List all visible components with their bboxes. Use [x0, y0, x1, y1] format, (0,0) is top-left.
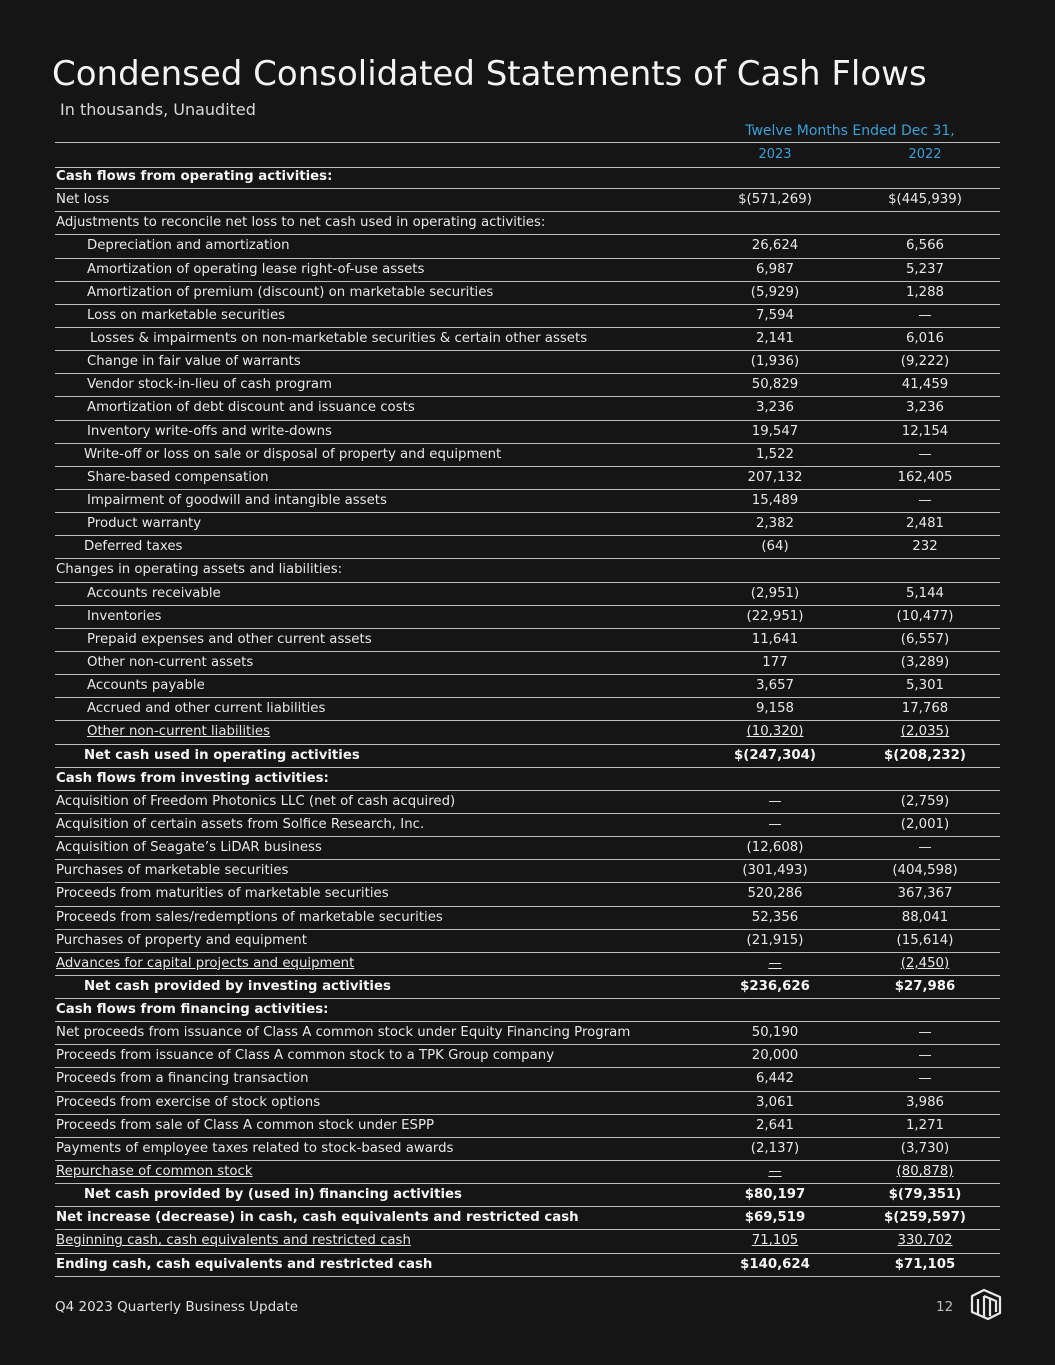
row-label: Proceeds from issuance of Class A common stock to a TPK Group company	[56, 1048, 555, 1064]
row-label: Amortization of premium (discount) on marketable securities	[87, 284, 494, 300]
table-row	[55, 1068, 1000, 1091]
value-2023: (5,929)	[750, 284, 800, 300]
row-label: Net cash provided by (used in) financing activities	[84, 1187, 462, 1203]
value-2023: 11,641	[751, 631, 799, 647]
table-row	[55, 305, 1000, 328]
value-2022: (2,001)	[900, 816, 950, 832]
row-label: Changes in operating assets and liabilities:	[56, 562, 343, 578]
value-2023: (301,493)	[742, 863, 808, 879]
value-2023: 50,190	[751, 1025, 799, 1041]
table-row	[55, 212, 1000, 235]
value-2023: —	[768, 1164, 782, 1180]
table-row	[55, 397, 1000, 420]
value-2023: —	[768, 955, 782, 971]
value-2022: 41,459	[901, 377, 949, 393]
table-row	[55, 166, 1000, 189]
table-row	[55, 860, 1000, 883]
value-2022: $(208,232)	[884, 747, 966, 763]
row-label: Net cash used in operating activities	[84, 747, 360, 763]
year-2023-header: 2023	[758, 147, 792, 162]
value-2022: —	[918, 840, 932, 856]
value-2023: $69,519	[744, 1210, 806, 1226]
row-label: Inventory write-offs and write-downs	[87, 423, 332, 439]
table-row	[55, 814, 1000, 837]
row-label: Amortization of operating lease right-of-use assets	[87, 261, 425, 277]
row-label: Cash flows from financing activities:	[56, 1002, 329, 1018]
row-label: Purchases of property and equipment	[56, 932, 307, 948]
row-label: Net loss	[56, 192, 110, 208]
table-row	[55, 1207, 1000, 1230]
table-row	[55, 1230, 1000, 1253]
value-2023: 1,522	[755, 446, 795, 462]
row-label: Change in fair value of warrants	[87, 354, 301, 370]
value-2022: 330,702	[897, 1233, 953, 1249]
table-row	[55, 374, 1000, 397]
row-label: Acquisition of Seagate’s LiDAR business	[56, 840, 322, 856]
value-2022: (10,477)	[896, 608, 954, 624]
row-label: Net proceeds from issuance of Class A common stock under Equity Financing Program	[56, 1025, 631, 1041]
row-label: Net increase (decrease) in cash, cash equivalents and restricted cash	[56, 1210, 579, 1226]
value-2023: 207,132	[747, 469, 803, 485]
period-header: Twelve Months Ended Dec 31,	[745, 123, 955, 139]
value-2023: (1,936)	[750, 354, 800, 370]
year-2022-header: 2022	[908, 147, 942, 162]
row-label: Advances for capital projects and equipment	[56, 955, 355, 971]
row-label: Proceeds from a financing transaction	[56, 1071, 309, 1087]
page-title: Condensed Consolidated Statements of Cash Flows	[52, 54, 927, 94]
row-label: Accrued and other current liabilities	[87, 701, 326, 717]
row-label: Deferred taxes	[84, 539, 183, 555]
table-row	[55, 536, 1000, 559]
table-row	[55, 675, 1000, 698]
value-2022: (2,450)	[900, 955, 950, 971]
value-2023: —	[768, 816, 782, 832]
table-row	[55, 189, 1000, 212]
table-row	[55, 652, 1000, 675]
row-label: Inventories	[87, 608, 162, 624]
table-row	[55, 976, 1000, 999]
value-2023: (21,915)	[746, 932, 804, 948]
value-2023: 7,594	[755, 307, 795, 323]
value-2022: $(259,597)	[884, 1210, 966, 1226]
value-2022: —	[918, 492, 932, 508]
footer-text: Q4 2023 Quarterly Business Update	[55, 1299, 299, 1315]
table-row	[55, 768, 1000, 791]
value-2023: 2,141	[755, 330, 795, 346]
value-2022: (404,598)	[892, 863, 958, 879]
value-2023: 3,657	[755, 678, 795, 694]
value-2022: 1,288	[905, 284, 945, 300]
value-2022: —	[918, 1071, 932, 1087]
value-2022: 1,271	[905, 1117, 945, 1133]
table-row	[55, 1161, 1000, 1184]
value-2022: (80,878)	[896, 1164, 954, 1180]
value-2022: (9,222)	[900, 354, 950, 370]
row-label: Impairment of goodwill and intangible assets	[87, 492, 387, 508]
table-row	[55, 1022, 1000, 1045]
value-2022: $(445,939)	[888, 192, 962, 208]
value-2023: $(247,304)	[734, 747, 816, 763]
value-2023: (2,137)	[750, 1140, 800, 1156]
value-2022: 17,768	[901, 701, 949, 717]
table-row	[55, 999, 1000, 1022]
value-2022: (3,730)	[900, 1140, 950, 1156]
row-label: Proceeds from sale of Class A common stock under ESPP	[56, 1117, 434, 1133]
value-2023: 6,442	[755, 1071, 795, 1087]
value-2022: (3,289)	[900, 654, 950, 670]
value-2023: 52,356	[751, 909, 799, 925]
row-label: Amortization of debt discount and issuance costs	[87, 400, 415, 416]
row-label: Cash flows from investing activities:	[56, 770, 329, 786]
table-row	[55, 629, 1000, 652]
row-label: Adjustments to reconcile net loss to net cash used in operating activities:	[56, 215, 546, 231]
table-row	[55, 1254, 1000, 1277]
row-label: Ending cash, cash equivalents and restricted cash	[56, 1256, 433, 1272]
table-row	[55, 467, 1000, 490]
value-2023: 19,547	[751, 423, 799, 439]
page-subtitle: In thousands, Unaudited	[60, 100, 256, 119]
value-2022: —	[918, 1025, 932, 1041]
row-label: Proceeds from exercise of stock options	[56, 1094, 321, 1110]
table-row	[55, 883, 1000, 906]
table-row	[55, 235, 1000, 258]
value-2022: —	[918, 446, 932, 462]
value-2022: 88,041	[901, 909, 949, 925]
value-2023: (22,951)	[746, 608, 804, 624]
table-row	[55, 907, 1000, 930]
company-logo-icon	[968, 1286, 1004, 1322]
table-row	[55, 282, 1000, 305]
value-2022: 2,481	[905, 516, 945, 532]
table-row	[55, 583, 1000, 606]
table-row	[55, 1184, 1000, 1207]
value-2022: 6,566	[905, 238, 945, 254]
row-label: Loss on marketable securities	[87, 307, 286, 323]
table-row	[55, 559, 1000, 582]
cash-flow-table	[55, 166, 1000, 1277]
value-2023: 26,624	[751, 238, 799, 254]
value-2023: 3,061	[755, 1094, 795, 1110]
value-2023: $80,197	[744, 1187, 806, 1203]
value-2023: 3,236	[755, 400, 795, 416]
row-label: Other non-current liabilities	[87, 724, 271, 740]
value-2022: 5,237	[905, 261, 945, 277]
row-label: Purchases of marketable securities	[56, 863, 289, 879]
value-2022: —	[918, 1048, 932, 1064]
value-2022: 232	[912, 539, 938, 555]
row-label: Repurchase of common stock	[56, 1164, 253, 1180]
value-2022: (2,759)	[900, 793, 950, 809]
value-2023: (12,608)	[746, 840, 804, 856]
table-row	[55, 698, 1000, 721]
value-2022: (15,614)	[896, 932, 954, 948]
table-row	[55, 351, 1000, 374]
row-label: Accounts receivable	[87, 585, 221, 601]
year-header-row	[55, 142, 1000, 168]
value-2023: 20,000	[751, 1048, 799, 1064]
value-2022: —	[918, 307, 932, 323]
row-label: Write-off or loss on sale or disposal of property and equipment	[84, 446, 502, 462]
value-2022: $27,986	[894, 978, 956, 994]
table-row	[55, 721, 1000, 744]
value-2022: (6,557)	[900, 631, 950, 647]
table-row	[55, 791, 1000, 814]
row-label: Accounts payable	[87, 678, 205, 694]
value-2022: 3,236	[905, 400, 945, 416]
table-row	[55, 421, 1000, 444]
value-2023: 2,641	[755, 1117, 795, 1133]
value-2022: (2,035)	[900, 724, 950, 740]
table-row	[55, 328, 1000, 351]
value-2022: 162,405	[897, 469, 953, 485]
value-2023: (10,320)	[746, 724, 804, 740]
value-2023: 50,829	[751, 377, 799, 393]
value-2023: 520,286	[747, 886, 803, 902]
table-row	[55, 490, 1000, 513]
value-2022: 3,986	[905, 1094, 945, 1110]
row-label: Prepaid expenses and other current assets	[87, 631, 372, 647]
value-2023: 9,158	[755, 701, 795, 717]
value-2022: $71,105	[894, 1256, 956, 1272]
table-row	[55, 606, 1000, 629]
value-2022: 6,016	[905, 330, 945, 346]
row-label: Losses & impairments on non-marketable securities & certain other assets	[90, 330, 588, 346]
value-2023: 71,105	[751, 1233, 799, 1249]
table-row	[55, 930, 1000, 953]
value-2023: $(571,269)	[738, 192, 812, 208]
row-label: Net cash provided by investing activities	[84, 978, 391, 994]
value-2023: (64)	[761, 539, 789, 555]
row-label: Acquisition of certain assets from Solfice Research, Inc.	[56, 816, 425, 832]
row-label: Acquisition of Freedom Photonics LLC (net of cash acquired)	[56, 793, 456, 809]
table-row	[55, 513, 1000, 536]
row-label: Other non-current assets	[87, 654, 254, 670]
value-2022: 367,367	[897, 886, 953, 902]
table-row	[55, 444, 1000, 467]
table-row	[55, 953, 1000, 976]
value-2023: —	[768, 793, 782, 809]
row-label: Payments of employee taxes related to stock-based awards	[56, 1140, 454, 1156]
value-2023: 6,987	[755, 261, 795, 277]
row-label: Beginning cash, cash equivalents and restricted cash	[56, 1233, 411, 1249]
table-row	[55, 1138, 1000, 1161]
value-2023: 15,489	[751, 492, 799, 508]
value-2022: 5,301	[905, 678, 945, 694]
value-2022: 5,144	[905, 585, 945, 601]
value-2023: 177	[762, 654, 788, 670]
row-label: Product warranty	[87, 516, 202, 532]
value-2022: $(79,351)	[888, 1187, 962, 1203]
table-row	[55, 1092, 1000, 1115]
row-label: Proceeds from sales/redemptions of marketable securities	[56, 909, 443, 925]
row-label: Cash flows from operating activities:	[56, 169, 333, 184]
table-row	[55, 259, 1000, 282]
value-2023: $236,626	[740, 978, 810, 994]
row-label: Share-based compensation	[87, 469, 269, 485]
row-label: Vendor stock-in-lieu of cash program	[87, 377, 333, 393]
table-row	[55, 745, 1000, 768]
page-number: 12	[936, 1299, 954, 1315]
value-2023: 2,382	[755, 516, 795, 532]
value-2022: 12,154	[901, 423, 949, 439]
row-label: Depreciation and amortization	[87, 238, 290, 254]
table-row	[55, 837, 1000, 860]
row-label: Proceeds from maturities of marketable securities	[56, 886, 389, 902]
value-2023: $140,624	[740, 1256, 810, 1272]
table-row	[55, 1115, 1000, 1138]
table-row	[55, 1045, 1000, 1068]
value-2023: (2,951)	[750, 585, 800, 601]
